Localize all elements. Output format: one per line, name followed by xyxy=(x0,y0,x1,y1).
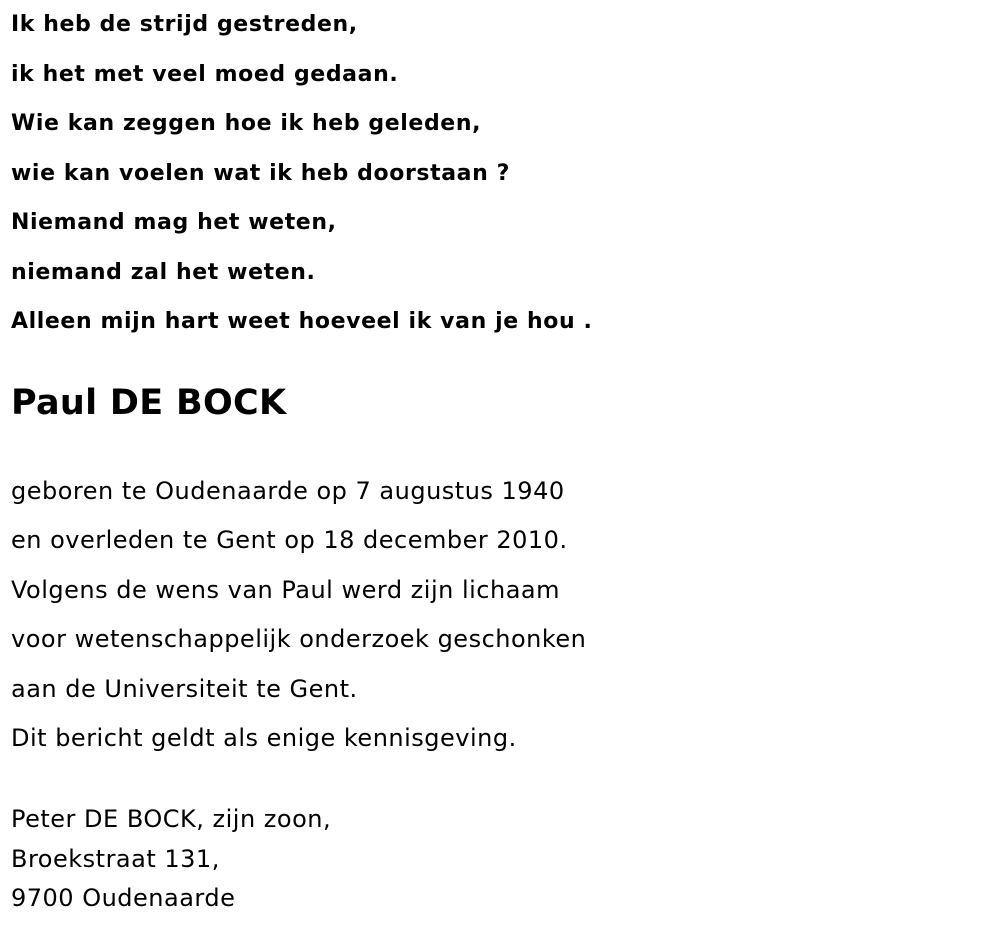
poem-line-2: ik het met veel moed gedaan. xyxy=(11,62,399,87)
deceased-name: Paul DE BOCK xyxy=(11,383,287,423)
poem-line-7: Alleen mijn hart weet hoeveel ik van je hou . xyxy=(11,309,593,334)
announcement-line-3: Volgens de wens van Paul werd zijn lichaam xyxy=(11,576,560,604)
poem-line-4: wie kan voelen wat ik heb doorstaan ? xyxy=(11,161,510,186)
poem-line-6: niemand zal het weten. xyxy=(11,260,316,285)
announcement-line-5: aan de Universiteit te Gent. xyxy=(11,675,358,703)
poem-line-1: Ik heb de strijd gestreden, xyxy=(11,12,358,37)
contact-line-3: 9700 Oudenaarde xyxy=(11,884,236,912)
poem-line-5: Niemand mag het weten, xyxy=(11,210,337,235)
announcement-line-1: geboren te Oudenaarde op 7 augustus 1940 xyxy=(11,477,565,505)
poem-line-3: Wie kan zeggen hoe ik heb geleden, xyxy=(11,111,482,136)
announcement-line-2: en overleden te Gent op 18 december 2010. xyxy=(11,526,568,554)
announcement-line-6: Dit bericht geldt als enige kennisgeving. xyxy=(11,724,517,752)
announcement-line-4: voor wetenschappelijk onderzoek geschonken xyxy=(11,625,587,653)
contact-line-2: Broekstraat 131, xyxy=(11,845,220,873)
contact-line-1: Peter DE BOCK, zijn zoon, xyxy=(11,805,332,833)
